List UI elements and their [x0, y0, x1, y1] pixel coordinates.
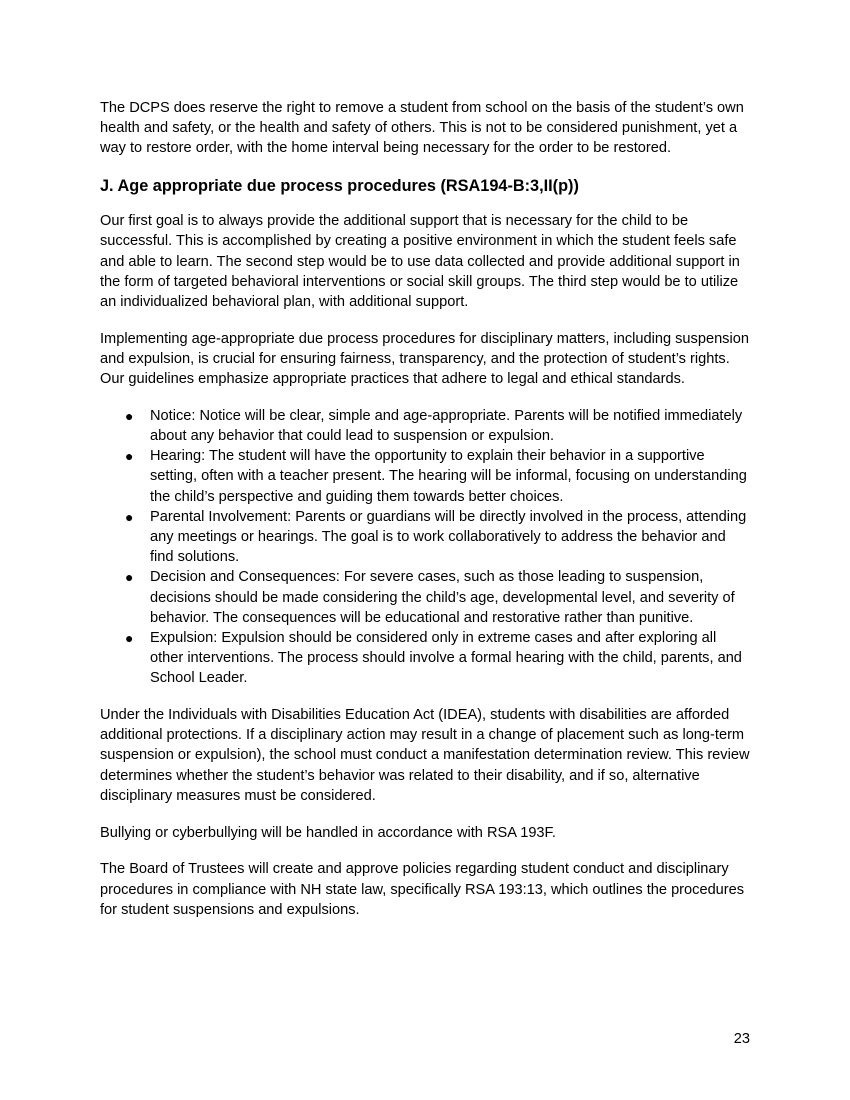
list-item [100, 628, 752, 689]
bullet-icon: ● [125, 508, 134, 525]
implementing-paragraph: Implementing age-appropriate due process procedures for disciplinary matters, including suspension and expulsion, is crucial for ensuring fairness, transparency, and the protection of student’s rights. Our guidelines emphasize appropriate practices that adhere to legal and ethical standards. [100, 330, 749, 388]
bullet-icon: ● [125, 448, 134, 465]
board-paragraph: The Board of Trustees will create and approve policies regarding student conduct and disciplinary procedures in compliance with NH state law, specifically RSA 193:13, which outlines the procedures for student suspensions and expulsions. [100, 861, 745, 918]
page-number: 23 [733, 1031, 750, 1047]
list-item [100, 567, 752, 628]
list-item [100, 406, 752, 446]
goal-paragraph: Our first goal is to always provide the additional support that is necessary for the child to be successful. This is accomplished by creating a positive environment in which the student feels safe and able to learn. The second step would be to use data collected and provide additional support in the form of targeted behavioral interventions or social skill groups. The third step would be to utilize an individualized behavioral plan, with additional support. [100, 213, 740, 310]
bullet-text-expulsion: Expulsion: Expulsion should be considered only in extreme cases and after exploring all other interventions. The process should involve a formal hearing with the child, parents, and School Leader. [150, 629, 742, 687]
bullying-paragraph: Bullying or cyberbullying will be handled in accordance with RSA 193F. [100, 824, 556, 841]
section-heading: J. Age appropriate due process procedures (RSA194-B:3,II(p)) [100, 177, 579, 196]
document-page [100, 98, 752, 936]
bullet-icon: ● [125, 569, 134, 586]
bullet-icon: ● [125, 629, 134, 646]
bullet-text-hearing: Hearing: The student will have the opportunity to explain their behavior in a supportive setting, often with a teacher present. The hearing will be informal, focusing on understanding the child’s perspective and guiding them towards better choices. [150, 448, 747, 505]
list-item [100, 507, 752, 568]
bullet-text-decision-consequences: Decision and Consequences: For severe cases, such as those leading to suspension, decisions should be made considering the child’s age, developmental level, and severity of behavior. The consequences will be educational and restorative rather than punitive. [150, 569, 735, 626]
bullet-text-parental-involvement: Parental Involvement: Parents or guardians will be directly involved in the process, attending any meetings or hearings. The goal is to work collaboratively to address the behavior and find solutions. [150, 508, 747, 566]
bullet-text-notice: Notice: Notice will be clear, simple and age-appropriate. Parents will be notified immediately about any behavior that could lead to suspension or expulsion. [150, 407, 743, 444]
due-process-bullet-list [100, 406, 752, 689]
idea-paragraph: Under the Individuals with Disabilities Education Act (IDEA), students with disabilities are afforded additional protections. If a disciplinary action may result in a change of placement such as long-term suspension or expulsion), the school must conduct a manifestation determination review. This review determines whether the student’s behavior was related to their disability, and if so, alternative disciplinary measures must be considered. [100, 707, 750, 804]
bullet-icon: ● [125, 407, 134, 424]
intro-paragraph: The DCPS does reserve the right to remove a student from school on the basis of the student’s own health and safety, or the health and safety of others. This is not to be considered punishment, yet a way to restore order, with the home interval being necessary for the order to be restored. [100, 100, 744, 157]
list-item [100, 446, 752, 507]
